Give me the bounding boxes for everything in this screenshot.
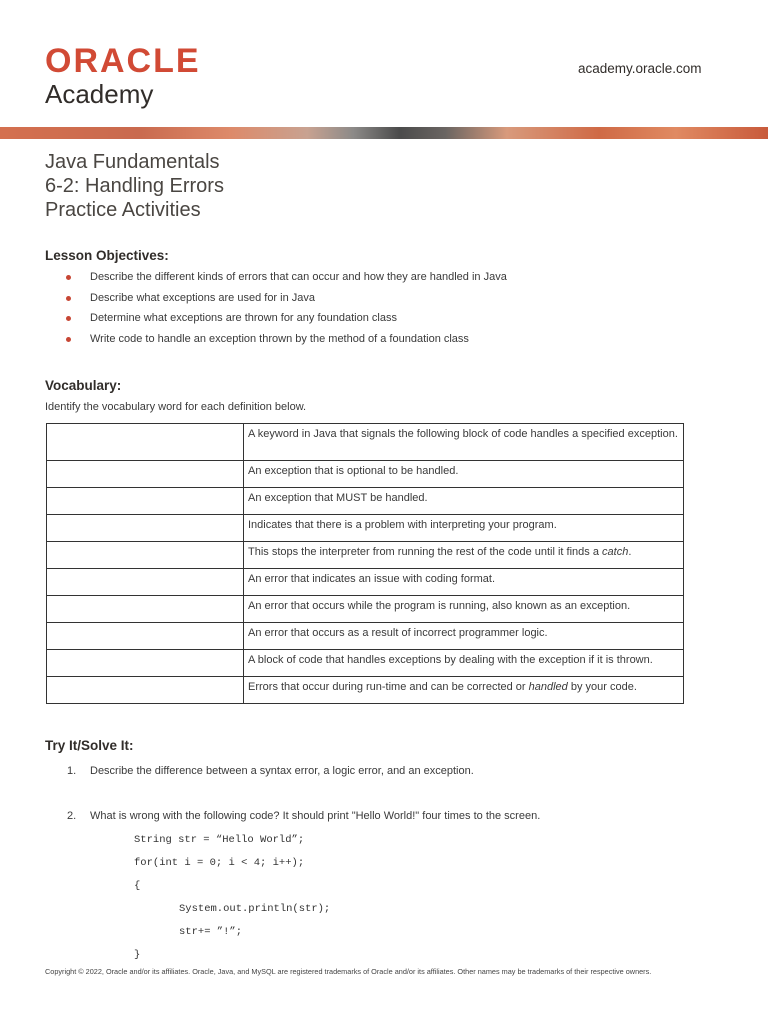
code-line: String str = “Hello World”; [134,834,305,846]
question-number: 2. [67,810,77,822]
vocabulary-term-cell[interactable] [47,596,244,623]
code-line: str+= ”!”; [179,926,243,938]
header-banner [0,127,768,139]
objective-text: Write code to handle an exception thrown by the method of a foundation class [90,333,469,346]
bullet-icon [66,337,71,342]
definition-emphasis: catch [602,546,629,558]
definition-text: A block of code that handles exceptions by dealing with the exception if it is thrown. [248,654,653,666]
vocabulary-table [46,423,684,704]
vocabulary-definition-cell [244,677,684,704]
definition-emphasis: handled [528,681,568,693]
vocabulary-term-cell[interactable] [47,488,244,515]
code-line: } [134,949,141,961]
vocabulary-row [47,677,684,704]
definition-text: An error that indicates an issue with coding format. [248,573,496,585]
objective-item [45,312,507,333]
vocabulary-term-cell[interactable] [47,542,244,569]
vocabulary-term-cell[interactable] [47,650,244,677]
question-number: 1. [67,765,77,777]
site-url[interactable]: academy.oracle.com [578,61,702,76]
objective-text: Describe what exceptions are used for in Java [90,291,316,304]
vocabulary-definition-cell [244,542,684,569]
vocabulary-row [47,542,684,569]
vocabulary-term-cell[interactable] [47,461,244,488]
vocabulary-row [47,461,684,488]
definition-text: An error that occurs as a result of incorrect programmer logic. [248,627,548,639]
vocabulary-definition-cell [244,461,684,488]
definition-text: An exception that MUST be handled. [248,492,428,504]
definition-text: Errors that occur during run-time and can be corrected or [248,681,529,693]
vocabulary-definition-cell [244,623,684,650]
objective-text: Describe the different kinds of errors that can occur and how they are handled in Java [90,271,507,283]
code-line: System.out.println(str); [179,903,331,915]
vocabulary-row [47,623,684,650]
code-line: for(int i = 0; i < 4; i++); [134,857,305,869]
vocabulary-definition-cell [244,569,684,596]
vocabulary-term-cell[interactable] [47,623,244,650]
vocabulary-term-cell[interactable] [47,515,244,542]
title-line-lesson: 6-2: Handling Errors [45,175,224,197]
bullet-icon [66,296,71,301]
definition-text: Indicates that there is a problem with interpreting your program. [248,519,557,531]
definition-text: A keyword in Java that signals the following block of code handles a specified exception. [248,428,678,440]
vocabulary-row [47,596,684,623]
code-line: { [134,880,141,892]
objectives-list [45,271,507,354]
vocabulary-definition-cell [244,488,684,515]
vocabulary-row [47,650,684,677]
definition-text: An exception that is optional to be handled. [248,465,459,477]
vocabulary-row [47,424,684,461]
vocabulary-definition-cell [244,650,684,677]
vocabulary-intro: Identify the vocabulary word for each definition below. [45,401,307,413]
definition-text: by your code. [567,681,637,693]
objective-item [45,292,507,313]
vocabulary-heading: Vocabulary: [45,378,122,393]
vocabulary-definition-cell [244,424,684,461]
title-line-course: Java Fundamentals [45,151,220,173]
bullet-icon [66,275,71,280]
vocabulary-row [47,569,684,596]
copyright-footer: Copyright © 2022, Oracle and/or its affiliates. Oracle, Java, and MySQL are registered trademarks of Oracle and/or its affiliates. Other names may be trademarks of their respective owners. [45,967,652,976]
try-it-heading: Try It/Solve It: [45,738,134,753]
vocabulary-definition-cell [244,596,684,623]
objective-item [45,333,507,354]
objective-item [45,271,507,292]
objectives-heading: Lesson Objectives: [45,248,169,263]
definition-text: . [628,546,632,558]
vocabulary-row [47,488,684,515]
question-text: Describe the difference between a syntax error, a logic error, and an exception. [90,765,474,777]
vocabulary-definition-cell [244,515,684,542]
objective-text: Determine what exceptions are thrown for any foundation class [90,312,397,325]
title-line-type: Practice Activities [45,199,201,221]
vocabulary-term-cell[interactable] [47,569,244,596]
vocabulary-row [47,515,684,542]
oracle-logo: ORACLE [45,42,201,80]
vocabulary-term-cell[interactable] [47,424,244,461]
bullet-icon [66,316,71,321]
academy-label: Academy [45,79,154,109]
document-title [45,150,224,222]
definition-text: An error that occurs while the program is running, also known as an exception. [248,600,631,612]
definition-text: This stops the interpreter from running the rest of the code until it finds a [248,546,603,558]
vocabulary-term-cell[interactable] [47,677,244,704]
question-text: What is wrong with the following code? It should print "Hello World!" four times to the screen. [90,810,541,822]
